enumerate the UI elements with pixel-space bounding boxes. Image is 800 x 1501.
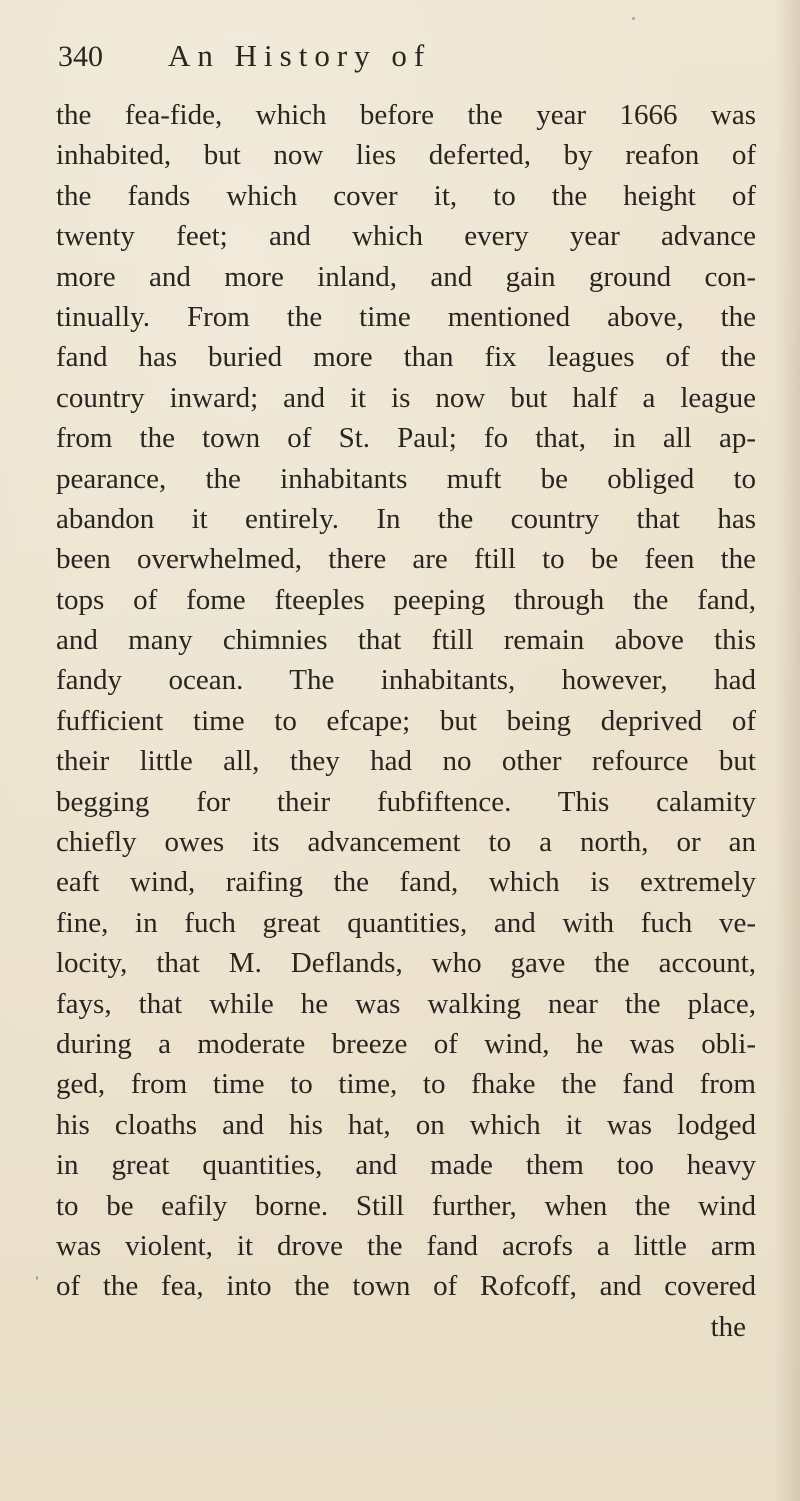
text-line: been overwhelmed, there are ftill to be feen the [56,543,756,576]
text-line: in great quantities, and made them too heavy [56,1149,756,1182]
page-number: 340 [58,40,103,73]
text-line: more and more inland, and gain ground con- [56,260,756,293]
text-line: fays, that while he was walking near the place, [56,987,756,1020]
text-line: tops of fome fteeples peeping through the fand, [56,583,756,616]
paper-speck [632,17,635,20]
text-line: pearance, the inhabitants muft be obliged to [56,462,756,495]
text-line: ged, from time to time, to fhake the fand from [56,1068,756,1101]
page-edge-shadow [774,0,800,1501]
text-line: of the fea, into the town of Rofcoff, and covered [56,1270,756,1303]
text-line: and many chimnies that ftill remain above this [56,624,756,657]
page-header [58,38,758,82]
text-line: inhabited, but now lies deferted, by reafon of [56,139,756,172]
text-line: twenty feet; and which every year advance [56,220,756,253]
text-line: fine, in fuch great quantities, and with fuch ve- [56,906,756,939]
text-line: begging for their fubfiftence. This calamity [56,785,756,818]
text-line: tinually. From the time mentioned above, the [56,300,756,333]
text-line: during a moderate breeze of wind, he was obli- [56,1027,756,1060]
running-title: An History of [168,38,432,73]
text-line: fufficient time to efcape; but being deprived of [56,704,756,737]
text-line: abandon it entirely. In the country that has [56,502,756,535]
text-line: was violent, it drove the fand acrofs a little arm [56,1229,756,1262]
text-line: eaft wind, raifing the fand, which is extremely [56,866,756,899]
paper-speck [36,1276,38,1280]
text-line: chiefly owes its advancement to a north, or an [56,826,756,859]
text-line: from the town of St. Paul; fo that, in all ap- [56,422,756,455]
text-line: fandy ocean. The inhabitants, however, had [56,664,756,697]
text-line: locity, that M. Deflands, who gave the account, [56,947,756,980]
body-text [56,95,756,1347]
catchword: the [710,1310,746,1343]
text-line: to be eafily borne. Still further, when the wind [56,1189,756,1222]
text-line: their little all, they had no other refource but [56,745,756,778]
text-line: the fea-fide, which before the year 1666 was [56,99,756,131]
text-line: country inward; and it is now but half a league [56,381,756,414]
text-line: fand has buried more than fix leagues of the [56,341,756,374]
text-line: the fands which cover it, to the height of [56,179,756,212]
text-line: his cloaths and his hat, on which it was lodged [56,1108,756,1141]
